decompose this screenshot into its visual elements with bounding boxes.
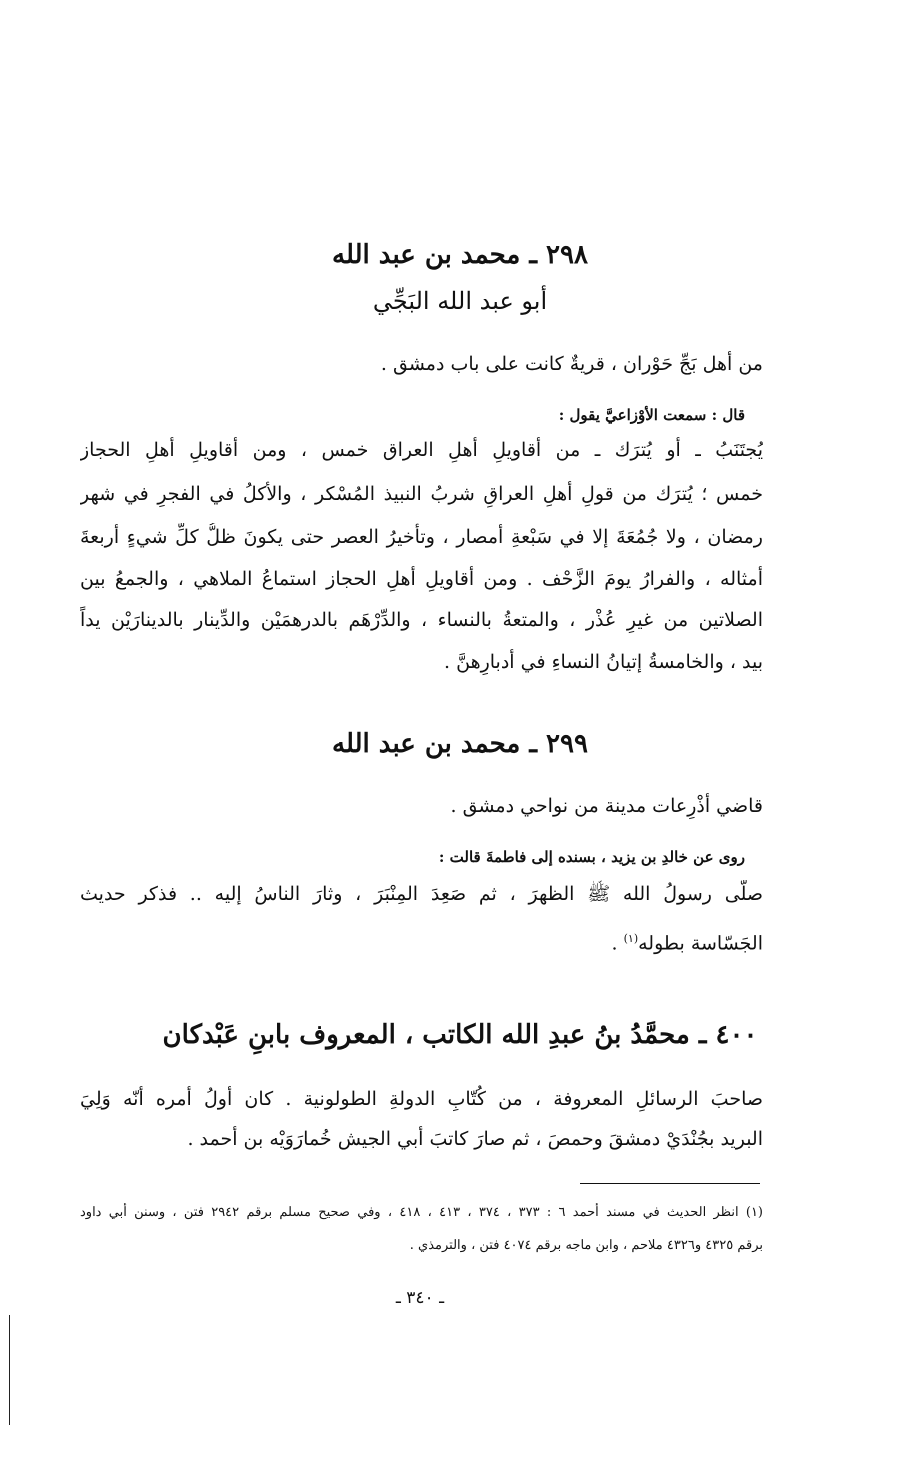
body-line: الصلاتين من غيرِ عُذْر ، والمتعةُ بالنساء ، والدِّرْهَم بالدرهمَيْن والدِّينار بالدينارَيْن يداً <box>80 609 763 631</box>
body-line: صاحبَ الرسائلِ المعروفة ، من كُتّابِ الدولةِ الطولونية . كان أولُ أمره أنّه وَلِيَ <box>80 1088 763 1110</box>
body-line: بيد ، والخامسةُ إتيانُ النساءِ في أدبارِهنَّ . <box>444 651 763 673</box>
footnote-line: برقم ٤٣٢٥ و٤٣٢٦ ملاحم ، وابن ماجه برقم ٤٠٧٤ فتن ، والترمذي . <box>409 1238 763 1253</box>
body-line: البريد بجُنْدَيْ دمشقَ وحمصَ ، ثم صارَ كاتبَ أبي الجيش خُمارَوَيْه بن أحمد . <box>187 1128 763 1150</box>
narration-intro: قال : سمعت الأوْزاعيَّ يقول : <box>558 406 745 424</box>
entry-description: من أهل بَجِّ حَوْران ، قريةٌ كانت على باب دمشق . <box>380 353 763 375</box>
footnote-divider <box>580 1183 760 1184</box>
entry-description: قاضي أذْرِعات مدينة من نواحي دمشق . <box>450 795 763 817</box>
entry-heading: ٤٠٠ ـ محمَّدُ بنُ عبدِ الله الكاتب ، المعروف بابنِ عَبْدكان <box>162 1020 758 1050</box>
body-line: صلّى رسولُ الله ﷺ الظهرَ ، ثم صَعِدَ المِنْبَرَ ، وثارَ الناسُ إليه .. فذكر حديث <box>80 883 763 905</box>
footnote-line: (١) انظر الحديث في مسند أحمد ٦ : ٣٧٣ ، ٣٧٤ ، ٤١٣ ، ٤١٨ ، وفي صحيح مسلم برقم ٢٩٤٢ فتن ، وسنن أبي داود <box>80 1205 763 1220</box>
footnote-reference: (١) <box>623 932 639 945</box>
entry-subtitle: أبو عبد الله البَجِّي <box>372 287 548 315</box>
body-line: رمضان ، ولا جُمُعَةَ إلا في سَبْعةِ أمصار ، وتأخيرُ العصر حتى يكونَ ظلُّ كلِّ شيءٍ أربعةَ <box>80 526 763 548</box>
body-line: يُجتَنَبُ ـ أو يُترَك ـ من أقاويلِ أهلِ العراق خمس ، ومن أقاويلِ أهلِ الحجاز <box>80 439 763 461</box>
page-number: ـ ٣٤٠ ـ <box>395 1288 445 1308</box>
entry-heading: ٢٩٩ ـ محمد بن عبد الله <box>332 729 588 759</box>
body-line: خمس ؛ يُترَك من قولِ أهلِ العراقِ شربُ النبيذ المُسْكر ، والأكلُ في الفجرِ في شهر <box>80 483 763 505</box>
entry-heading: ٢٩٨ ـ محمد بن عبد الله <box>332 240 588 270</box>
narration-intro: روى عن خالدِ بن يزيد ، بسنده إلى فاطمةَ قالت : <box>438 848 745 866</box>
body-line-text: الجَسّاسة بطوله <box>638 932 763 955</box>
body-line: أمثاله ، والفرارُ يومَ الزَّحْف . ومن أقاويلِ أهلِ الحجاز استماعُ الملاهي ، والجمعُ بين <box>80 568 763 590</box>
scan-edge-line <box>9 1315 10 1425</box>
body-line: الجَسّاسة بطوله$^{(١)}$ . <box>611 932 763 955</box>
